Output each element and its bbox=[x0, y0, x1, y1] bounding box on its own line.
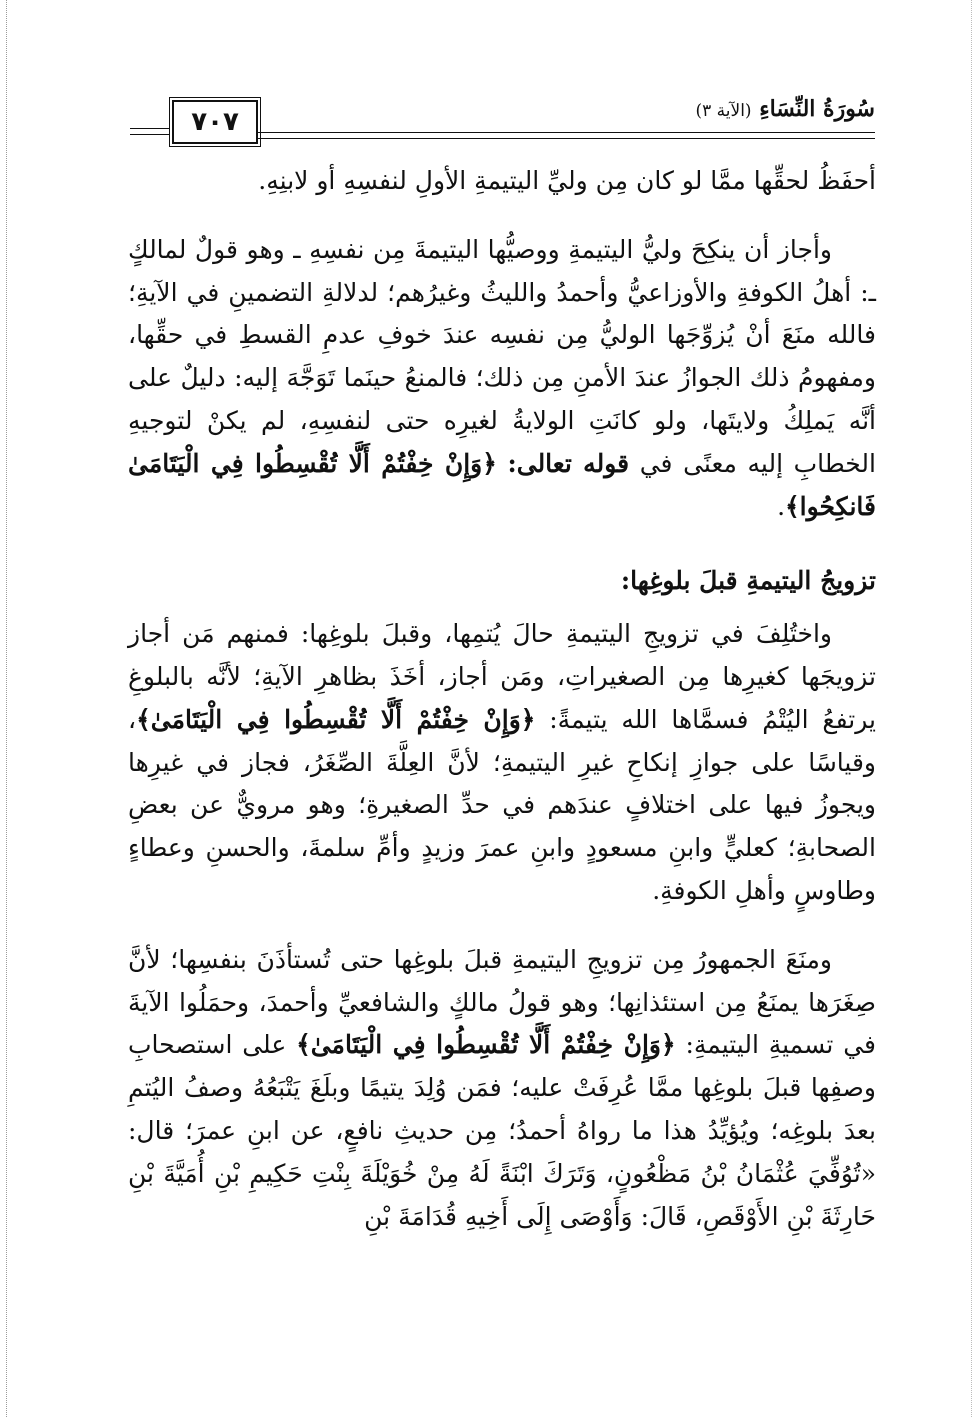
quran-citation-label: قوله تعالى: bbox=[507, 448, 630, 478]
header-rule-left bbox=[130, 128, 170, 135]
paragraph-2-text: وأجاز أن ينكِحَ وليُّ اليتيمةِ ووصيُّها اليتيمةَ مِن نفسِهِ ـ وهو قولٌ لمالكٍ ـ: أهلُ الكوفةِ والأوزاعيُّ وأحمدُ والليثُ وغيرُهم؛ لدلالةِ التضمينِ في الآيةِ؛ فالله منَعَ أنْ يُزوِّجَها الوليُّ مِن نفسِه عندَ خوفِ عدمِ القسطِ في حقِّها، ومفهومُ ذلك الجوازُ عندَ الأمنِ مِن ذلك؛ فالمنعُ حينَما تَوَجَّهَ إليه: دليلٌ على أنَّه يَملِكُ ولايتَها، ولو كانَتِ الولايةُ لغيرِه حتى لنفسِهِ، لم يكنْ لتوجيهِ الخطابِ إليه معنًى في bbox=[128, 234, 876, 478]
page-number: ٧٠٧ bbox=[172, 100, 258, 144]
paragraph-2-end: . bbox=[777, 491, 786, 521]
paragraph-gap bbox=[128, 913, 876, 939]
paragraph-gap bbox=[128, 528, 876, 554]
quran-verse: ﴿وَإِنْ خِفْتُمْ أَلَّا تُقْسِطُوا فِي الْيَتَامَىٰ﴾ bbox=[296, 1030, 676, 1060]
quran-verse: ﴿وَإِنْ خِفْتُمْ أَلَّا تُقْسِطُوا فِي الْيَتَامَىٰ فَانكِحُوا﴾ bbox=[128, 448, 876, 521]
running-title bbox=[695, 96, 875, 122]
verse-reference: (الآية ٣) bbox=[695, 101, 752, 121]
paragraph-3-text-b: ، وقياسًا على جوازِ إنكاحِ غيرِ اليتيمةِ؛ لأنَّ العِلَّةَ الصِّغَرُ، فجاز في غيرِها ويجوزُ فيها على اختلافٍ عندَهم في حدِّ الصغيرةِ؛ وهو مرويٌّ عن بعضِ الصحابةِ؛ كعليٍّ وابنِ مسعودٍ وابنِ عمرَ وزيدٍ وأمِّ سلمةَ، والحسنِ وعطاءٍ وطاوسٍ وأهلِ الكوفةِ. bbox=[128, 704, 876, 905]
paragraph-4-text-b: على استصحابِ وصفِها قبلَ بلوغِها ممَّا عُرِفَتْ عليه؛ فمَن وُلِدَ يتيمًا وبلَغَ يَتْبَعُهُ وصفُ اليُتمِ بعدَ بلوغِه؛ ويُؤيِّدُ هذا ما رواهُ أحمدُ؛ مِن حديثِ نافعٍ، عن ابنِ عمرَ؛ قال: bbox=[128, 1030, 876, 1145]
page-edge-right bbox=[969, 0, 972, 1417]
surah-name: سُورَةُ النِّسَاءِ bbox=[759, 96, 875, 122]
page-edge-left bbox=[6, 0, 9, 1417]
paragraph-3-text-a: واختُلِفَ في تزويجِ اليتيمةِ حالَ يُتمِها، وقبلَ بلوغِها: فمنهم مَن أجاز تزويجَها كغيرِها مِن الصغيراتِ، ومَن أجاز، أخَذَ بظاهرِ الآيةِ؛ لأنَّه بالبلوغِ يرتفعُ اليُتْمُ فسمَّاها الله يتيمةً: bbox=[128, 619, 876, 734]
main-text bbox=[128, 160, 876, 1238]
hadith-quote: «تُوُفِّيَ عُثْمَانُ بْنُ مَظْعُونٍ، وَتَرَكَ ابْنَةً لَهُ مِنْ خُوَيْلَةَ بِنْتِ حَكِيمِ بْنِ أُمَيَّةَ بْنِ حَارِثَةَ بْنِ الأَوْقَصِ، قَالَ: وَأَوْصَى إِلَى أَخِيهِ قُدَامَةَ بْنِ bbox=[128, 1158, 876, 1231]
paragraph-1: أحفَظُ لحقِّها ممَّا لو كان مِن وليِّ اليتيمةِ الأولِ لنفسِهِ أو لابنِهِ. bbox=[258, 166, 876, 195]
paragraph-4-text-a: ومنَعَ الجمهورُ مِن تزويجِ اليتيمةِ قبلَ بلوغِها حتى تُستأذَنَ بنفسِها؛ لأنَّ صِغَرَها يمنَعُ مِن استئذانِها؛ وهو قولُ مالكٍ والشافعيِّ وأحمدَ، وحمَلُوا الآيةَ في تسميةِ اليتيمةِ: bbox=[128, 944, 876, 1060]
section-heading: تزويجُ اليتيمةِ قبلَ بلوغِها: bbox=[620, 566, 876, 596]
quran-verse: ﴿وَإِنْ خِفْتُمْ أَلَّا تُقْسِطُوا فِي الْيَتَامَىٰ﴾ bbox=[136, 704, 536, 734]
paragraph-4 bbox=[128, 939, 876, 1239]
paragraph-3 bbox=[128, 613, 876, 913]
paragraph-2 bbox=[128, 229, 876, 529]
paragraph-gap bbox=[128, 203, 876, 229]
header-rule-right bbox=[258, 132, 875, 139]
page-header bbox=[130, 92, 875, 156]
